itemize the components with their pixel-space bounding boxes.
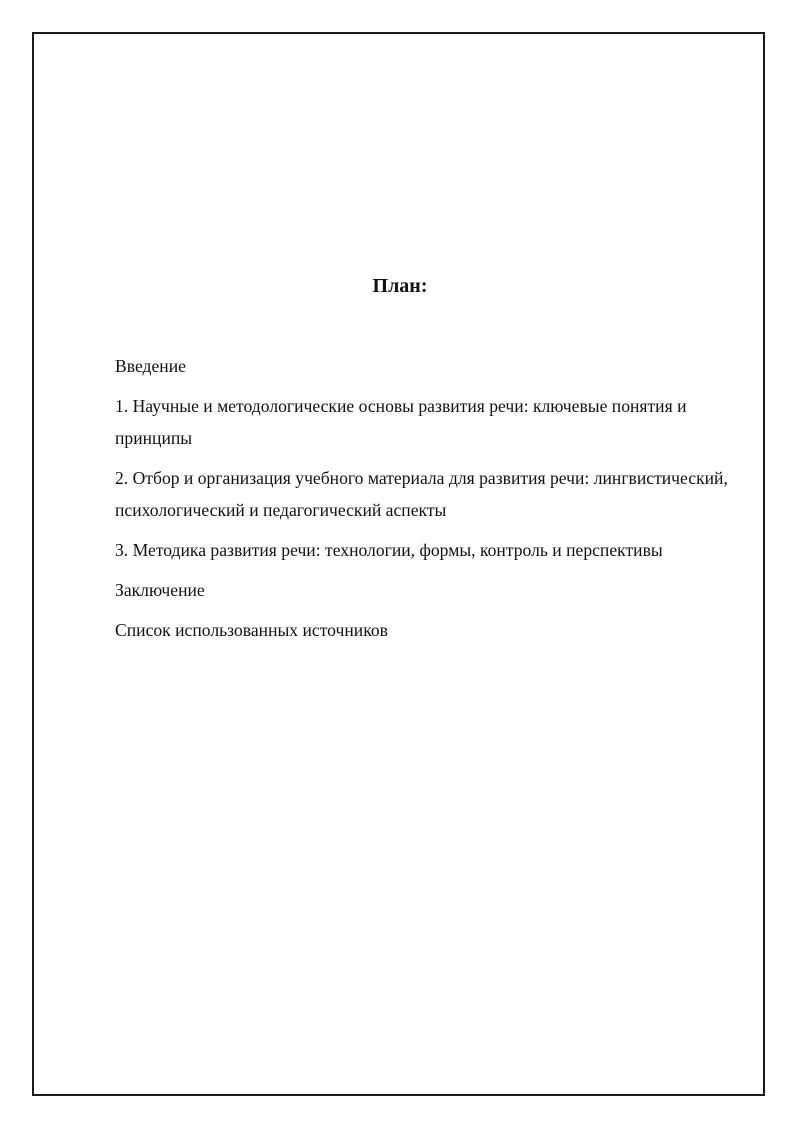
toc-item-chapter-3: 3. Методика развития речи: технологии, формы, контроль и перспективы bbox=[115, 540, 663, 560]
toc-item-introduction: Введение bbox=[115, 356, 186, 376]
toc-item-chapter-2: 2. Отбор и организация учебного материала для развития речи: лингвистический, психологический и педагогический аспекты bbox=[115, 468, 728, 520]
toc-item-references: Список использованных источников bbox=[115, 620, 388, 640]
toc-item-chapter-1: 1. Научные и методологические основы развития речи: ключевые понятия и принципы bbox=[115, 396, 687, 448]
plan-title: План: bbox=[372, 275, 428, 297]
table-of-contents bbox=[115, 350, 745, 654]
toc-item-conclusion: Заключение bbox=[115, 580, 205, 600]
